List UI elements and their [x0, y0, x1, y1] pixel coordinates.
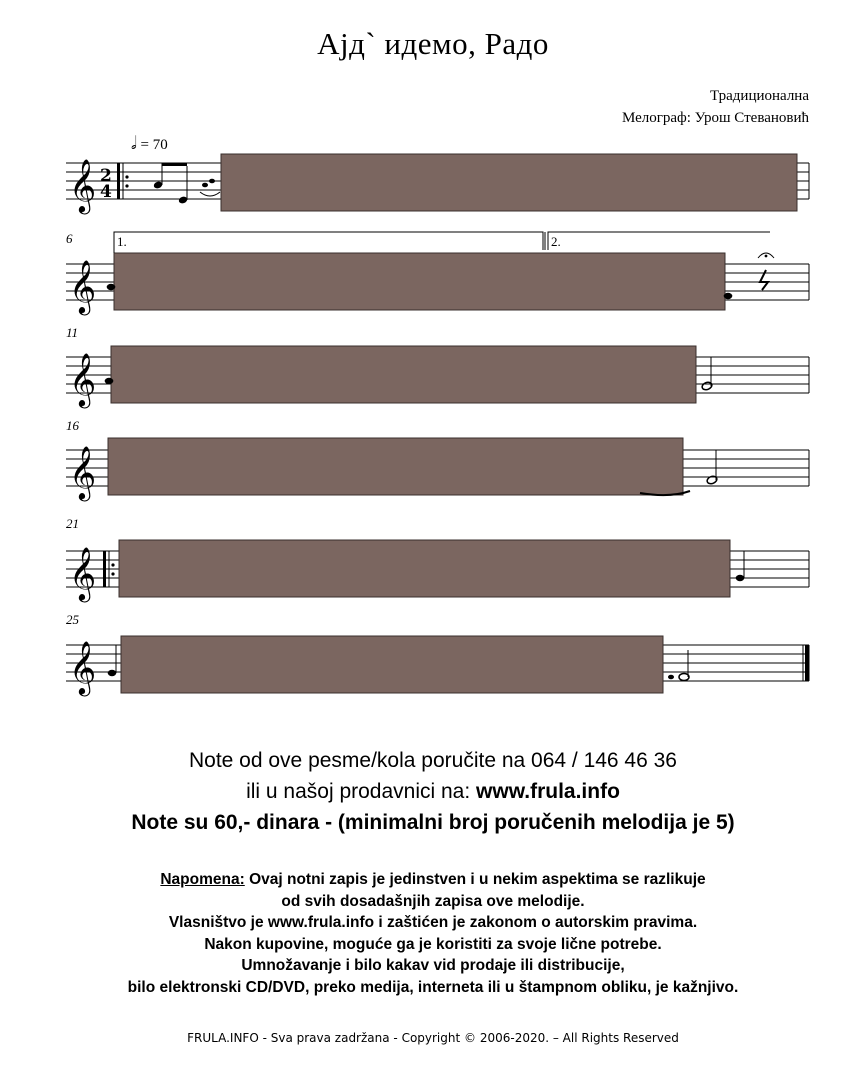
grace-note-head [668, 675, 674, 680]
staff-system [66, 346, 809, 408]
staff-system [66, 438, 809, 501]
time-signature-bottom: 4 [100, 182, 112, 202]
redaction-block [111, 346, 696, 403]
notice-line-5: Umnožavanje i bilo kakav vid prodaje ili distribucije, [241, 957, 625, 975]
notice-line-4: Nakon kupovine, moguće ga je koristiti za svoje lične potrebe. [204, 935, 662, 953]
notice-line-2: od svih dosadašnjih zapisa ove melodije. [281, 892, 585, 910]
treble-clef-icon: 𝄞 [69, 445, 97, 499]
repeat-dot [125, 184, 128, 187]
note-head [105, 378, 114, 384]
repeat-bar-thick [117, 163, 120, 199]
composer-credit: Традиционална [710, 88, 809, 104]
treble-clef-icon: 𝄞 [69, 158, 97, 212]
measure-number: 16 [66, 418, 79, 433]
repeat-dot [125, 175, 128, 178]
song-title: Ајд` идемо, Радо [317, 26, 549, 61]
fermata-dot [765, 255, 768, 258]
arranger-credit: Мелограф: Урош Стевановић [621, 110, 809, 126]
volta-2-label: 2. [551, 234, 561, 249]
slur [200, 192, 220, 196]
price-line: Note su 60,- dinara - (minimalni broj poručenih melodija je 5) [131, 811, 735, 834]
grace-note-head [202, 183, 208, 188]
notice-line-1: Ovaj notni zapis je jedinstven i u nekim aspektima se razlikuje [244, 871, 706, 888]
volta-1-label: 1. [117, 234, 127, 249]
note-head [724, 293, 733, 299]
order-phone-line: Note od ove pesme/kola poručite na 064 / 146 46 36 [188, 749, 677, 772]
notice-line-6: bilo elektronski CD/DVD, preko medija, interneta ili u štampnom obliku, je kažnjivo. [127, 978, 739, 996]
redaction-block [119, 540, 730, 597]
half-note-icon: 𝅗𝅥 [131, 133, 137, 153]
redaction-block [221, 154, 797, 211]
note-head [107, 284, 116, 290]
order-shop-prefix: ili u našoj prodavnici na: [246, 780, 477, 803]
redaction-block [114, 253, 725, 310]
volta-bracket [548, 232, 770, 250]
repeat-bar-thick [103, 551, 106, 587]
notice-label: Napomena: [160, 871, 245, 888]
note-beam [162, 163, 187, 166]
notice-line-3: Vlasništvo je www.frula.info i zaštićen je zakonom o autorskim pravima. [168, 914, 698, 932]
volta-bracket [114, 232, 543, 253]
measure-number: 21 [66, 516, 79, 531]
measure-number: 6 [66, 231, 73, 246]
note-head [108, 670, 117, 676]
staff-system [66, 636, 809, 696]
staff-system [66, 540, 809, 602]
measure-number: 25 [66, 612, 79, 627]
order-shop-line [0, 780, 866, 804]
grace-note-head [209, 179, 215, 184]
redaction-block [121, 636, 663, 693]
score-details [66, 163, 809, 681]
time-signature-top: 2 [100, 166, 112, 186]
footer-copyright: FRULA.INFO - Sva prava zadržana - Copyright © 2006-2020. – All Rights Reserved [187, 1031, 679, 1045]
tempo-value: = 70 [140, 137, 168, 153]
treble-clef-icon: 𝄞 [69, 640, 97, 694]
treble-clef-icon: 𝄞 [69, 546, 97, 600]
copyright-notice [0, 869, 866, 999]
note-head [736, 575, 745, 581]
shop-link[interactable]: www.frula.info [476, 780, 620, 803]
final-barline-thick [805, 645, 809, 681]
redaction-block [108, 438, 683, 495]
repeat-dot [111, 572, 114, 575]
treble-clef-icon: 𝄞 [69, 352, 97, 406]
repeat-dot [111, 563, 114, 566]
staves [66, 154, 809, 696]
staff-system [66, 253, 809, 315]
measure-number: 11 [66, 325, 79, 340]
treble-clef-icon: 𝄞 [69, 259, 97, 313]
